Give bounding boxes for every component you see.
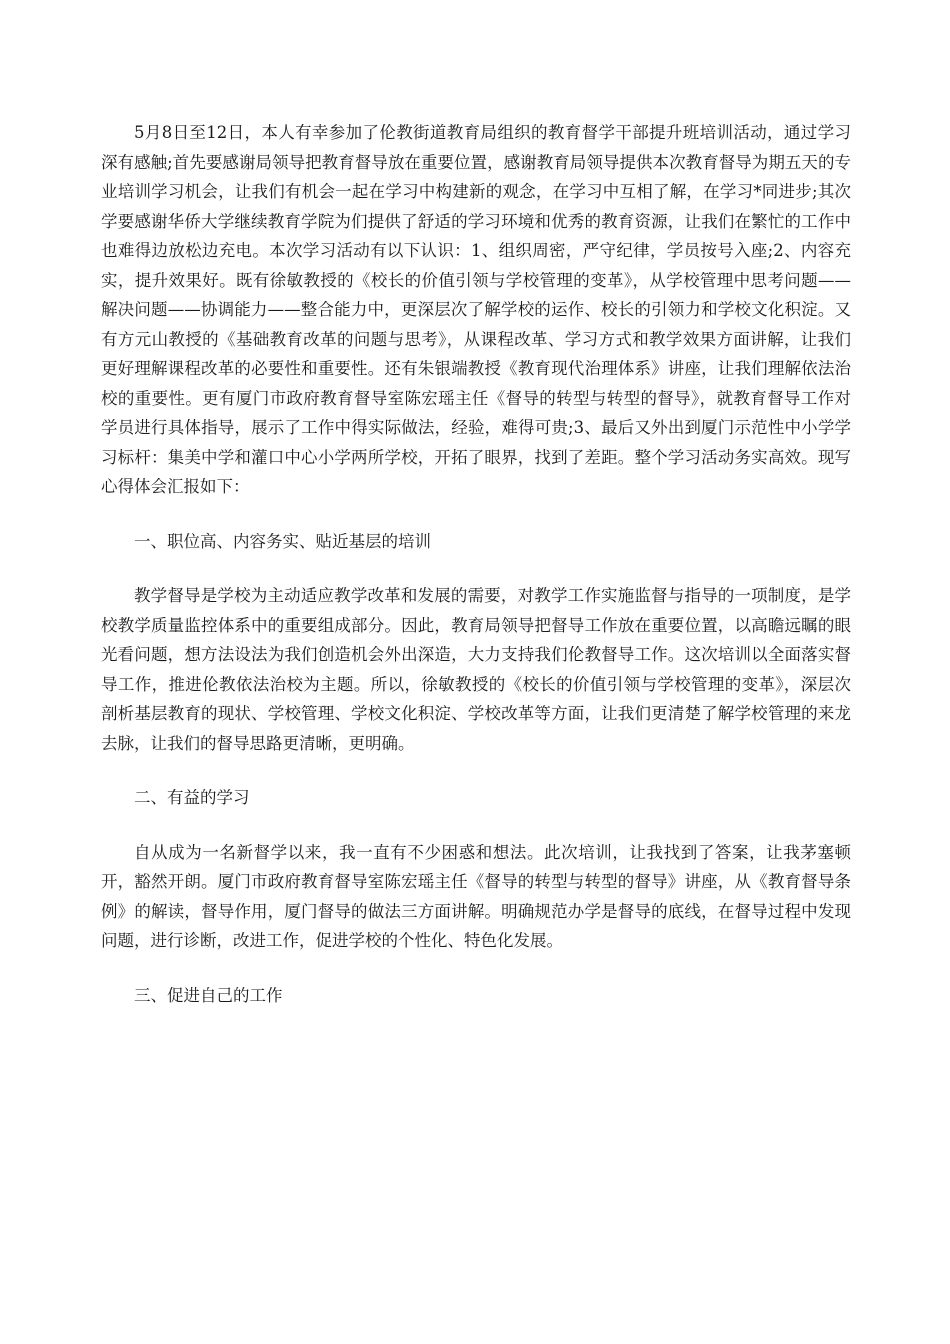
section-heading-2: 二、有益的学习 xyxy=(134,788,250,807)
intro-paragraph: 5月8日至12日，本人有幸参加了伦教街道教育局组织的教育督学干部提升班培训活动，通过学习深有感触;首先要感谢局领导把教育督导放在重要位置，感谢教育局领导提供本次教育督导为期五天的专业培训学习机会，让我们有机会一起在学习中构建新的观念，在学习中互相了解，在学习*同进步;其次学要感谢华侨大学继续教育学院为们提供了舒适的学习环境和优秀的教育资源，让我们在繁忙的工作中也难得边放松边充电。本次学习活动有以下认识：1、组织周密，严守纪律，学员按号入座;2、内容充实，提升效果好。既有徐敏教授的《校长的价值引领与学校管理的变革》，从学校管理中思考问题——解决问题——协调能力——整合能力中，更深层次了解学校的运作、校长的引领力和学校文化积淀。又有方元山教授的《基础教育改革的问题与思考》，从课程改革、学习方式和教学效果方面讲解，让我们更好理解课程改革的必要性和重要性。还有朱银端教授《教育现代治理体系》讲座，让我们理解依法治校的重要性。更有厦门市政府教育督导室陈宏瑶主任《督导的转型与转型的督导》，就教育督导工作对学员进行具体指导，展示了工作中得实际做法，经验，难得可贵;3、最后又外出到厦门示范性中小学学习标杆：集美中学和灌口中心小学两所学校，开拓了眼界，找到了差距。整个学习活动务实高效。现写心得体会汇报如下： xyxy=(101,123,851,496)
section-1-paragraph: 教学督导是学校为主动适应教学改革和发展的需要，对教学工作实施监督与指导的一项制度，是学校教学质量监控体系中的重要组成部分。因此，教育局领导把督导工作放在重要位置，以高瞻远瞩的眼光看问题，想方法设法为我们创造机会外出深造，大力支持我们伦教督导工作。这次培训以全面落实督导工作，推进伦教依法治校为主题。所以，徐敏教授的《校长的价值引领与学校管理的变革》，深层次剖析基层教育的现状、学校管理、学校文化积淀、学校改革等方面，让我们更清楚了解学校管理的来龙去脉，让我们的督导思路更清晰，更明确。 xyxy=(101,586,851,753)
section-2-paragraph: 自从成为一名新督学以来，我一直有不少困惑和想法。此次培训，让我找到了答案，让我茅塞顿开，豁然开朗。厦门市政府教育督导室陈宏瑶主任《督导的转型与转型的督导》讲座，从《教育督导条例》的解读，督导作用，厦门督导的做法三方面讲解。明确规范办学是督导的底线，在督导过程中发现问题，进行诊断，改进工作，促进学校的个性化、特色化发展。 xyxy=(101,842,851,950)
section-heading-3: 三、促进自己的工作 xyxy=(134,985,283,1005)
section-heading-1: 一、职位高、内容务实、贴近基层的培训 xyxy=(134,531,431,551)
document-body xyxy=(101,118,851,1035)
